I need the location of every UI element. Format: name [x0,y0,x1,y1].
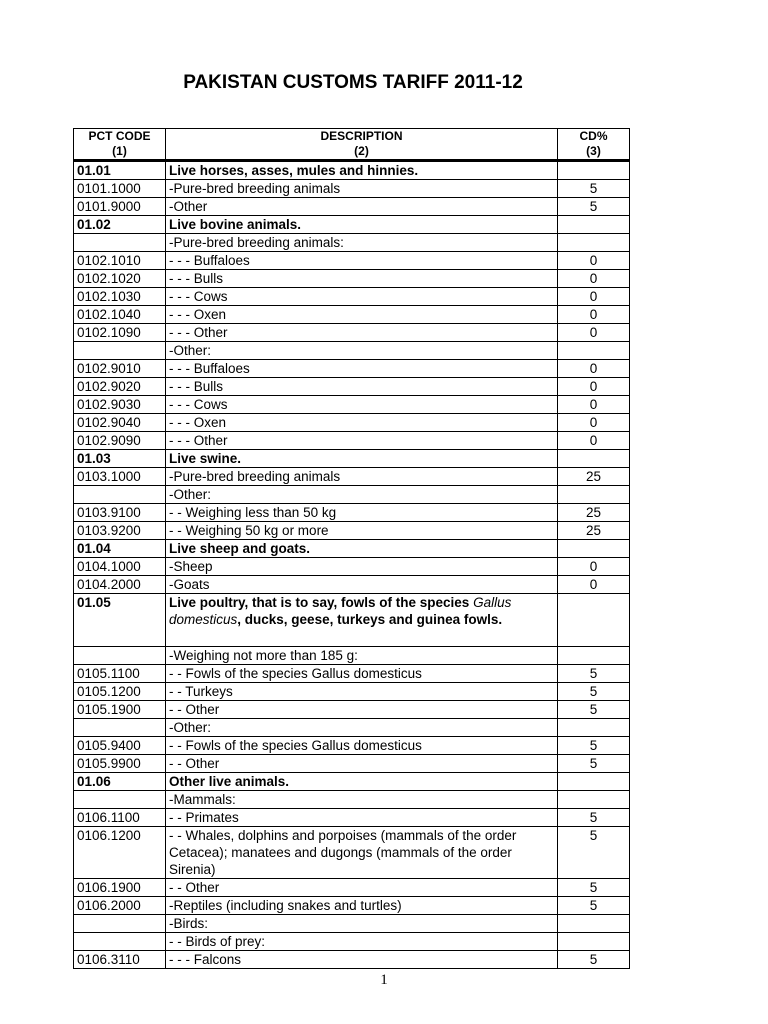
description-cell: -Other [166,198,558,216]
table-row [74,933,630,951]
pct-code-cell: 0105.1900 [74,701,166,719]
table-row [74,360,630,378]
cd-rate-cell: 0 [558,396,630,414]
cd-rate-cell [558,540,630,558]
pct-code-cell: 0106.1900 [74,879,166,897]
description-cell: -Birds: [166,915,558,933]
cd-rate-cell: 5 [558,897,630,915]
pct-code-cell: 0105.1100 [74,665,166,683]
table-row [74,647,630,665]
description-fragment: Gallus domesticus [169,595,512,627]
pct-code-cell: 0106.3110 [74,951,166,969]
description-cell: - - Whales, dolphins and porpoises (mammals of the order Cetacea); manatees and dugongs (mammals of the order Sirenia) [166,827,558,879]
cd-rate-cell: 0 [558,252,630,270]
table-row [74,827,630,879]
table-row [74,216,630,234]
pct-code-cell [74,486,166,504]
pct-code-cell [74,933,166,951]
cd-rate-cell [558,719,630,737]
pct-code-cell: 01.02 [74,216,166,234]
table-row [74,396,630,414]
column-header-description: DESCRIPTION [166,129,558,145]
cd-rate-cell [558,915,630,933]
cd-rate-cell [558,161,630,180]
page-number: 1 [380,972,388,988]
description-cell: Live bovine animals. [166,216,558,234]
cd-rate-cell: 5 [558,701,630,719]
pct-code-cell: 0102.1010 [74,252,166,270]
pct-code-cell: 0102.1020 [74,270,166,288]
table-row [74,306,630,324]
pct-code-cell [74,342,166,360]
pct-code-cell [74,719,166,737]
column-number-1: (1) [74,144,166,161]
column-header-cd: CD% [558,129,630,145]
cd-rate-cell: 0 [558,324,630,342]
description-cell: - - - Buffaloes [166,252,558,270]
pct-code-cell: 0105.9900 [74,755,166,773]
pct-code-cell: 01.06 [74,773,166,791]
description-cell: - - Other [166,755,558,773]
pct-code-cell: 0103.1000 [74,468,166,486]
cd-rate-cell: 5 [558,665,630,683]
pct-code-cell: 0102.9020 [74,378,166,396]
tariff-table [73,128,630,969]
pct-code-cell: 0104.1000 [74,558,166,576]
cd-rate-cell [558,450,630,468]
table-row [74,324,630,342]
description-cell: -Mammals: [166,791,558,809]
pct-code-cell: 0106.1100 [74,809,166,827]
cd-rate-cell: 25 [558,504,630,522]
description-cell: -Weighing not more than 185 g: [166,647,558,665]
column-number-3: (3) [558,144,630,161]
cd-rate-cell [558,234,630,252]
description-cell: Live swine. [166,450,558,468]
column-header-pct-code: PCT CODE [74,129,166,145]
description-cell: -Pure-bred breeding animals [166,468,558,486]
description-cell: - - Birds of prey: [166,933,558,951]
pct-code-cell: 0101.9000 [74,198,166,216]
description-cell: - - - Cows [166,396,558,414]
description-cell: -Reptiles (including snakes and turtles) [166,897,558,915]
pct-code-cell: 0105.9400 [74,737,166,755]
pct-code-cell: 0102.1040 [74,306,166,324]
table-row [74,951,630,969]
table-row [74,414,630,432]
description-cell: -Goats [166,576,558,594]
column-number-2: (2) [166,144,558,161]
table-row [74,234,630,252]
table-row [74,432,630,450]
page-title: PAKISTAN CUSTOMS TARIFF 2011-12 [183,72,523,93]
table-row [74,879,630,897]
description-cell: -Pure-bred breeding animals: [166,234,558,252]
table-row [74,468,630,486]
description-cell: -Pure-bred breeding animals [166,180,558,198]
table-column-number-row [74,144,630,161]
table-row [74,755,630,773]
pct-code-cell: 0105.1200 [74,683,166,701]
description-cell: -Other: [166,342,558,360]
table-row [74,504,630,522]
cd-rate-cell: 5 [558,809,630,827]
description-cell: - - - Oxen [166,306,558,324]
cd-rate-cell: 5 [558,180,630,198]
pct-code-cell [74,234,166,252]
description-cell: - - Primates [166,809,558,827]
cd-rate-cell [558,342,630,360]
description-cell: - - - Falcons [166,951,558,969]
cd-rate-cell: 0 [558,306,630,324]
table-row [74,683,630,701]
description-cell: - - Fowls of the species Gallus domesticus [166,665,558,683]
description-cell: -Other: [166,486,558,504]
description-cell: - - Turkeys [166,683,558,701]
cd-rate-cell [558,933,630,951]
cd-rate-cell: 25 [558,522,630,540]
table-row [74,665,630,683]
cd-rate-cell: 0 [558,558,630,576]
cd-rate-cell: 0 [558,288,630,306]
pct-code-cell [74,791,166,809]
description-cell: - - Weighing less than 50 kg [166,504,558,522]
table-row [74,252,630,270]
table-row [74,198,630,216]
description-cell: - - - Cows [166,288,558,306]
cd-rate-cell: 0 [558,576,630,594]
description-cell: - - Other [166,879,558,897]
cd-rate-cell [558,773,630,791]
pct-code-cell: 0102.1030 [74,288,166,306]
pct-code-cell [74,915,166,933]
table-row [74,719,630,737]
description-cell [166,594,558,647]
table-row [74,342,630,360]
cd-rate-cell: 0 [558,414,630,432]
table-row [74,161,630,180]
cd-rate-cell: 0 [558,432,630,450]
pct-code-cell: 0104.2000 [74,576,166,594]
table-row [74,737,630,755]
cd-rate-cell: 5 [558,879,630,897]
table-row [74,180,630,198]
table-row [74,594,630,647]
description-cell: - - - Bulls [166,270,558,288]
table-row [74,270,630,288]
pct-code-cell: 0106.1200 [74,827,166,879]
cd-rate-cell: 0 [558,360,630,378]
table-row [74,915,630,933]
description-cell: - - Other [166,701,558,719]
pct-code-cell: 01.03 [74,450,166,468]
description-cell: - - - Other [166,324,558,342]
pct-code-cell: 0102.9010 [74,360,166,378]
table-row [74,288,630,306]
pct-code-cell: 01.01 [74,161,166,180]
table-row [74,809,630,827]
cd-rate-cell: 5 [558,827,630,879]
table-row [74,897,630,915]
pct-code-cell: 01.04 [74,540,166,558]
pct-code-cell: 0102.9040 [74,414,166,432]
table-row [74,486,630,504]
pct-code-cell: 0101.1000 [74,180,166,198]
pct-code-cell: 0102.9090 [74,432,166,450]
tariff-table-body [74,129,630,969]
pct-code-cell: 0103.9200 [74,522,166,540]
description-cell: - - - Oxen [166,414,558,432]
description-cell: Live sheep and goats. [166,540,558,558]
description-cell: - - - Other [166,432,558,450]
cd-rate-cell [558,791,630,809]
description-fragment: , ducks, geese, turkeys and guinea fowls. [237,612,503,627]
description-cell: -Other: [166,719,558,737]
pct-code-cell: 01.05 [74,594,166,647]
cd-rate-cell: 5 [558,737,630,755]
description-cell: -Sheep [166,558,558,576]
table-header-row [74,129,630,145]
pct-code-cell: 0103.9100 [74,504,166,522]
cd-rate-cell [558,216,630,234]
table-row [74,378,630,396]
description-cell: - - - Buffaloes [166,360,558,378]
table-row [74,558,630,576]
pct-code-cell: 0106.2000 [74,897,166,915]
cd-rate-cell [558,486,630,504]
description-cell: Other live animals. [166,773,558,791]
cd-rate-cell [558,594,630,647]
table-row [74,773,630,791]
table-row [74,540,630,558]
description-cell: - - Weighing 50 kg or more [166,522,558,540]
cd-rate-cell: 0 [558,378,630,396]
description-cell: - - - Bulls [166,378,558,396]
cd-rate-cell: 5 [558,198,630,216]
cd-rate-cell [558,647,630,665]
description-fragment: Live poultry, that is to say, fowls of the species [169,595,474,610]
cd-rate-cell: 5 [558,683,630,701]
pct-code-cell: 0102.9030 [74,396,166,414]
pct-code-cell [74,647,166,665]
description-cell: Live horses, asses, mules and hinnies. [166,161,558,180]
cd-rate-cell: 25 [558,468,630,486]
table-row [74,522,630,540]
cd-rate-cell: 0 [558,270,630,288]
cd-rate-cell: 5 [558,951,630,969]
table-row [74,701,630,719]
pct-code-cell: 0102.1090 [74,324,166,342]
table-row [74,450,630,468]
description-cell: - - Fowls of the species Gallus domesticus [166,737,558,755]
table-row [74,576,630,594]
cd-rate-cell: 5 [558,755,630,773]
table-row [74,791,630,809]
